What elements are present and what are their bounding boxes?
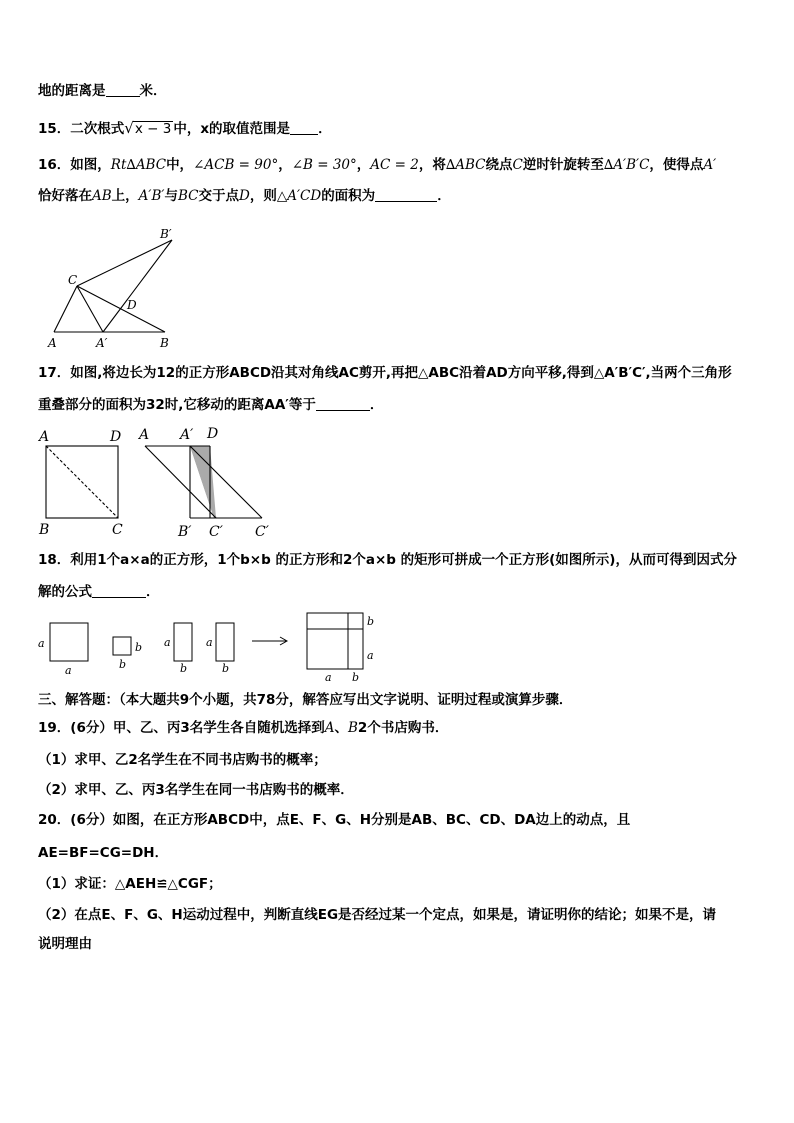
question-16-line-2 (38, 187, 451, 205)
text: 中，x的取值范围是 (173, 121, 291, 137)
text: 上， (111, 188, 139, 204)
figure-16-rotated-triangle (40, 222, 190, 352)
math: ∆ABC (445, 157, 486, 173)
text: （1）求证：△AEH≌△CGF； (38, 876, 222, 892)
text: ． (437, 188, 451, 204)
answer-blank (92, 583, 146, 598)
label-C: C (68, 273, 78, 287)
question-19-part-1 (38, 751, 327, 769)
rect-ab-1 (174, 623, 192, 661)
text: 的面积为 (321, 188, 376, 204)
text: ， (278, 157, 292, 173)
question-20-part-1 (38, 875, 222, 893)
text: （2）求甲、乙、丙3名学生在同一书店购书的概率． (38, 782, 354, 798)
math: BC (177, 188, 199, 204)
label-Bprime: B′ (160, 227, 172, 241)
text: ． (146, 584, 160, 600)
label-A: A (39, 429, 50, 445)
label-D: D (110, 429, 122, 445)
figure-18-squares-rectangles (34, 610, 384, 686)
math: B (348, 720, 358, 736)
label-Cprime: C′ (209, 524, 223, 540)
label-a: a (206, 636, 213, 649)
question-17-line-2 (38, 396, 383, 414)
text: 15．二次根式 (38, 121, 125, 137)
label-b: b (352, 671, 360, 684)
question-20-part-2 (38, 906, 716, 924)
overlap-region (190, 446, 216, 518)
label-D: D (127, 298, 137, 312)
text: 、 (334, 720, 348, 736)
label-a: a (367, 649, 374, 662)
text: 三、解答题：（本大题共9个小题，共78分，解答应写出文字说明、证明过程或演算步骤． (38, 692, 573, 708)
question-20-line-1 (38, 811, 630, 829)
combined-square (307, 613, 363, 669)
label-C: C (112, 522, 123, 538)
question-17-line-1 (38, 364, 732, 382)
rect-ab-2 (216, 623, 234, 661)
text: 17．如图,将边长为12的正方形ABCD沿其对角线AC剪开,再把△ABC沿着AD方向平移,得到△A′B′C′,当两个三角形 (38, 365, 732, 381)
text: 地的距离是 (38, 83, 106, 99)
radicand: x − 3 (134, 121, 172, 137)
continuation-line (38, 82, 167, 100)
math: A′ (703, 157, 717, 173)
segment-AC (54, 286, 77, 332)
text: 19．(6分）甲、乙、丙3名学生各自随机选择到 (38, 720, 325, 736)
math: A′B′ (138, 188, 165, 204)
text: 与 (164, 188, 178, 204)
label-Bprime: B′ (178, 524, 192, 540)
math: △A′CD (276, 188, 322, 204)
answer-blank (290, 120, 318, 135)
text: 恰好落在 (38, 188, 92, 204)
label-Aprime: A′ (96, 336, 108, 350)
text: 2个书店购书． (357, 720, 449, 736)
square-b (113, 637, 131, 655)
question-18-line-1 (38, 551, 737, 569)
segment-CBprime (77, 240, 172, 286)
text: 16．如图， (38, 157, 111, 173)
label-a: a (65, 664, 72, 677)
label-Cprime-2: C′ (255, 524, 269, 540)
figure-17-square-translation (36, 424, 276, 542)
question-19 (38, 719, 448, 737)
question-20-part-2-cont (38, 935, 92, 953)
label-b: b (119, 658, 127, 671)
math: D (239, 188, 250, 204)
text: 逆时针旋转至 (522, 157, 604, 173)
label-a: a (164, 636, 171, 649)
question-18-line-2 (38, 583, 160, 601)
question-20-line-2 (38, 844, 168, 862)
label-a: a (38, 637, 45, 650)
math: C (512, 157, 523, 173)
question-16-line-1 (38, 156, 716, 174)
label-A-2: A (139, 427, 150, 443)
text: AE=BF=CG=DH． (38, 845, 169, 861)
answer-blank (316, 396, 370, 411)
section-3-heading (38, 691, 572, 709)
answer-blank (106, 82, 140, 97)
label-B: B (39, 522, 50, 538)
label-A: A (48, 336, 57, 350)
segment-AprimeCprime (190, 446, 262, 518)
text: 解的公式 (38, 584, 92, 600)
label-D-2: D (207, 426, 219, 442)
question-15 (38, 119, 332, 138)
math: AB (92, 188, 112, 204)
math: ∠B = 30° (291, 157, 357, 173)
label-a: a (325, 671, 332, 684)
text: （1）求甲、乙2名学生在不同书店购书的概率； (38, 752, 327, 768)
text: ，使得点 (649, 157, 704, 173)
label-Aprime: A′ (180, 427, 194, 443)
text: 18．利用1个a×a的正方形，1个b×b 的正方形和2个a×b 的矩形可拼成一个正方形(如图所示)，从而可得到因式分 (38, 552, 737, 568)
text: ，则 (249, 188, 277, 204)
label-b: b (180, 662, 188, 675)
question-19-part-2 (38, 781, 354, 799)
math: AC = 2 (370, 157, 419, 173)
label-B: B (160, 336, 169, 350)
diagonal-AC (46, 446, 118, 518)
label-b: b (135, 641, 143, 654)
answer-blank (375, 187, 437, 202)
text: ， (356, 157, 371, 173)
text: ． (318, 121, 332, 137)
text: （2）在点E、F、G、H运动过程中，判断直线EG是否经过某一个定点，如果是，请证明你的结论；如果不是，请 (38, 907, 717, 923)
text: 说明理由 (38, 936, 92, 952)
label-b: b (222, 662, 230, 675)
text: 20．(6分）如图，在正方形ABCD中，点E、F、G、H分别是AB、BC、CD、DA边上的动点，且 (38, 812, 631, 828)
text: 米． (139, 83, 167, 99)
text: ． (369, 397, 384, 413)
math: ∠ACB = 90° (193, 157, 279, 173)
text: ，将 (418, 157, 446, 173)
text: 交于点 (198, 188, 239, 204)
text: 中， (166, 157, 194, 173)
radical-sign: √ (124, 119, 134, 137)
label-b: b (367, 615, 375, 628)
text: 绕点 (485, 157, 513, 173)
math: A (324, 720, 335, 736)
text: 重叠部分的面积为32时,它移动的距离AA′等于 (38, 397, 316, 413)
math: Rt∆ABC (110, 157, 167, 173)
square-a (50, 623, 88, 661)
math: ∆A′B′C (603, 157, 650, 173)
